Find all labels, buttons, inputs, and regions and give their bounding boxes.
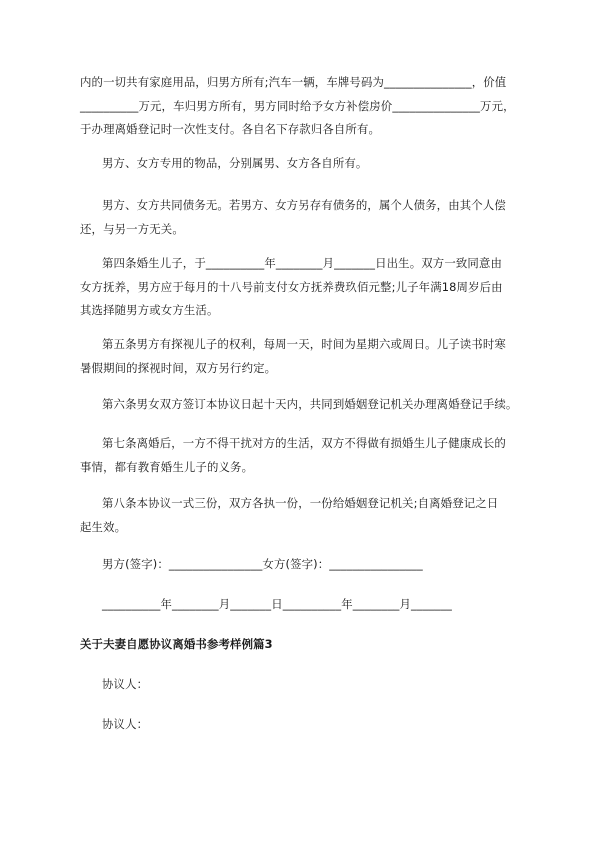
text-line: 女方抚养，男方应于每月的十八号前支付女方抚养费玖佰元整;儿子年满18周岁后由 <box>80 279 503 294</box>
text-line: 第七条离婚后，一方不得干扰对方的生活，双方不得做有损婚生儿子健康成长的 <box>102 436 506 450</box>
paragraph-article-7 <box>80 432 520 479</box>
text-line: 暑假期间的探视时间，双方另行约定。 <box>80 360 277 375</box>
text-line: __________万元，车归男方所有，男方同时给予女方补偿房价_______________万元， <box>80 98 515 113</box>
signature-line: 男方(签字)：________________女方(签字)：________________ <box>102 557 423 571</box>
paragraph-article-6 <box>80 393 542 417</box>
party-line-2: 协议人： <box>102 717 149 731</box>
date-line: __________年________月_______日__________年________月_______ <box>102 597 452 611</box>
text-line: 男方、女方共同债务无。若男方、女方另存有债务的，属个人债务，由其个人偿 <box>102 198 506 212</box>
paragraph-article-8 <box>80 492 520 539</box>
paragraph-debts <box>80 194 520 241</box>
text-line: 起生效。 <box>80 519 127 534</box>
text-line: 第四条婚生儿子，于__________年________月_______日出生。双方一致同意由 <box>102 256 503 270</box>
text-line: 第五条男方有探视儿子的权利，每周一天，时间为星期六或周日。儿子读书时寒 <box>102 337 506 351</box>
paragraph-personal-items <box>80 152 542 176</box>
text-line: 事情，都有教育婚生儿子的义务。 <box>80 459 254 474</box>
text-line: 于办理离婚登记时一次性支付。各自名下存款归各自所有。 <box>80 122 381 136</box>
text-line: 第八条本协议一式三份，双方各执一份，一份给婚姻登记机关;自离婚登记之日 <box>102 496 499 510</box>
text-line: 内的一切共有家庭用品，归男方所有;汽车一辆，车牌号码为_______________，价值 <box>80 75 507 89</box>
text-line: 其选择随男方或女方生活。 <box>80 303 219 317</box>
text-line: 第六条男女双方签订本协议日起十天内，共同到婚姻登记机关办理离婚登记手续。 <box>102 397 518 411</box>
text-line: 还，与另一方无关。 <box>80 221 184 236</box>
paragraph-article-5 <box>80 333 520 380</box>
paragraph-article-4 <box>80 252 520 323</box>
party-line-1: 协议人： <box>102 677 149 691</box>
section-heading: 关于夫妻自愿协议离婚书参考样例篇3 <box>80 637 273 651</box>
paragraph-property <box>80 71 520 142</box>
text-line: 男方、女方专用的物品，分别属男、女方各自所有。 <box>102 156 368 170</box>
